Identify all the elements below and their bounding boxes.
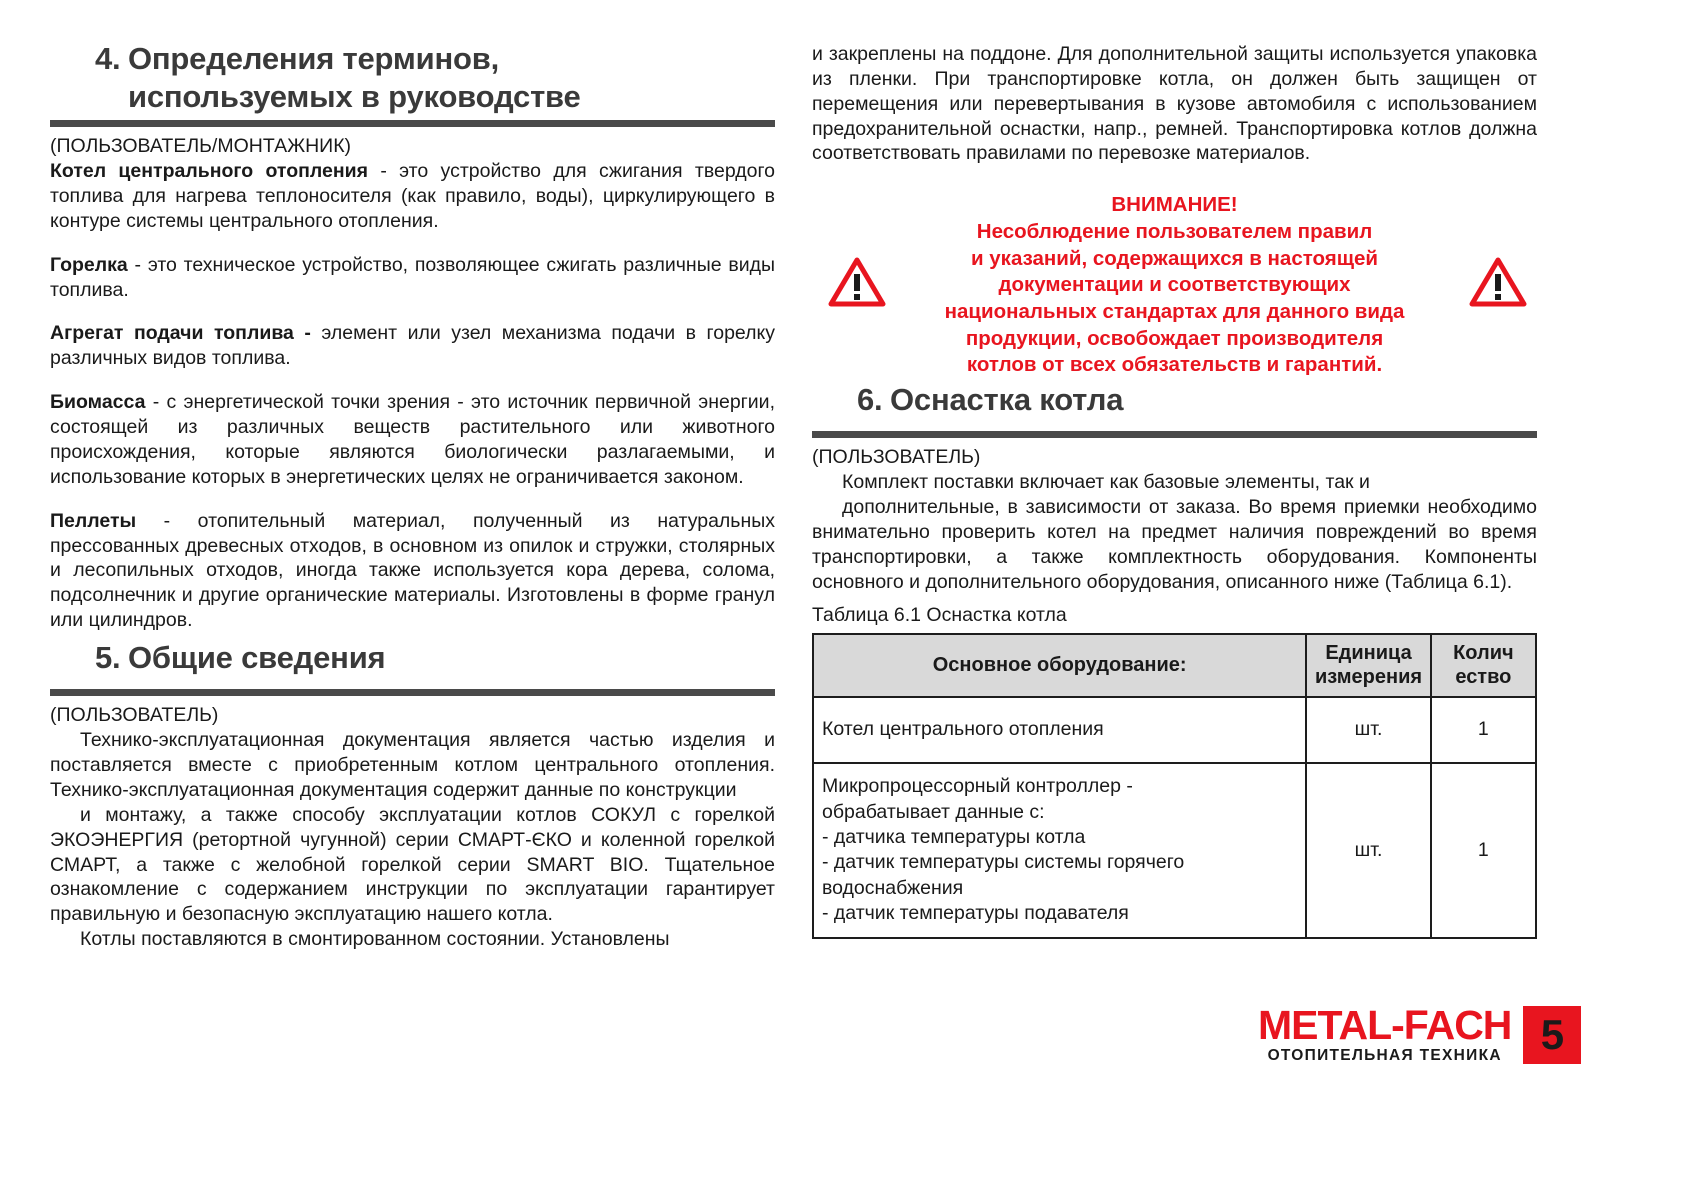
warning-line-5: продукции, освобождает производителя [965, 326, 1384, 350]
warning-line-6: котлов от всех обязательств и гарантий. [966, 353, 1383, 377]
warning-triangle-icon [1469, 256, 1527, 308]
section-5-paragraph-3: Котлы поставляются в смонтированном состоянии. Установлены [80, 928, 670, 951]
table-cell-qty: 1 [1431, 763, 1536, 938]
brand-logo-subtitle: ОТОПИТЕЛЬНАЯ ТЕХНИКА [1267, 1046, 1502, 1064]
definition-biomass [50, 390, 775, 489]
table-caption: Таблица 6.1 Оснастка котла [812, 604, 1067, 627]
section-5-paragraph-2: и монтажу, а также способу эксплуатации котлов СОКУЛ с горелкой ЭКОЭНЕРГИЯ (ретортной чугунной) серии СМАРТ-ЄКО и коленной горелкой СМАРТ, а также с желобной горелкой серии SMART BIO. Тщательное ознакомление с содержанием инструкции по эксплуатации гарантирует правильную и безопасную эксплуатацию нашего котла. [50, 803, 775, 926]
warning-line-3: документации и соответствующих [998, 273, 1351, 297]
table-cell-name-line: водоснабжения [822, 876, 964, 899]
definition-feeder [50, 321, 775, 371]
page-number-badge: 5 [1523, 1006, 1581, 1064]
section-6-heading [812, 381, 1537, 419]
definition-boiler [50, 159, 775, 234]
right-column [812, 0, 1537, 939]
definition-pellets [50, 509, 775, 633]
warning-triangle-icon [828, 256, 886, 308]
table-header-unit [1306, 634, 1430, 696]
section-6-rule [812, 431, 1537, 438]
definition-boiler-term: Котел центрального отопления [50, 160, 369, 183]
definition-feeder-text: элемент или узел механизма подачи в горелку различных видов топлива. [50, 322, 775, 370]
table-header-name: Основное оборудование: [813, 634, 1306, 696]
table-cell-name-line: - датчик температуры подавателя [822, 902, 1129, 925]
table-header-qty-line2: ество [1455, 665, 1512, 688]
definition-feeder-term: Агрегат подачи топлива - [50, 322, 311, 345]
section-5-paragraph-1: Технико-эксплуатационная документация является частью изделия и поставляется вместе с приобретенным котлом центрального отопления. Технико-эксплуатационная документация содержит данные по конструкции [50, 729, 775, 802]
definition-pellets-term: Пеллеты [50, 509, 137, 532]
table-header-qty-line1: Колич [1453, 642, 1514, 665]
transport-continuation-paragraph: и закреплены на поддоне. Для дополнительной защиты используется упаковка из пленки. При транспортировке котла, он должен быть защищен от перемещения или перевертывания в кузове автомобиля с использованием предохранительной оснастки, напр., ремней. Транспортировка котлов должна соответствовать правилами по перевозке материалов. [812, 43, 1537, 165]
table-cell-name-line: обрабатывает данные с: [822, 800, 1045, 823]
section-5-title: Общие сведения [128, 639, 386, 675]
table-cell-unit: шт. [1306, 697, 1430, 763]
section-6-title: Оснастка котла [890, 381, 1124, 417]
table-header-unit-line1: Единица [1325, 642, 1412, 665]
table-cell-name [813, 697, 1306, 763]
section-6-role-label: (ПОЛЬЗОВАТЕЛЬ) [812, 445, 981, 468]
table-cell-name-line: Котел центрального отопления [822, 718, 1104, 741]
section-4-rule [50, 120, 775, 127]
warning-title: ВНИМАНИЕ! [1111, 193, 1238, 217]
section-5-heading [50, 639, 775, 677]
warning-line-4: национальных стандартах для данного вида [944, 299, 1405, 323]
section-6-paragraph-1: Комплект поставки включает как базовые элементы, так и [842, 471, 1370, 494]
table-header-unit-line2: измерения [1315, 665, 1423, 688]
table-cell-name [813, 763, 1306, 938]
section-6-number: 6. [857, 381, 883, 417]
warning-line-1: Несоблюдение пользователем правил [976, 219, 1373, 243]
table-cell-name-line: - датчик температуры системы горячего [822, 851, 1185, 874]
section-5-rule [50, 689, 775, 696]
table-header-row [813, 634, 1536, 696]
definition-boiler-text: - это устройство для сжигания твердого топлива для нагрева теплоносителя (как правило, воды), циркулирующего в контуре системы центрального отопления. [50, 160, 775, 232]
table-row [813, 763, 1536, 938]
section-6-paragraph-2: дополнительные, в зависимости от заказа. Во время приемки необходимо внимательно проверить котел на предмет наличия повреждений во время транспортировки, а также комплектность оборудования. Компоненты основного и дополнительного оборудования, описанного ниже (Таблица 6.1). [812, 496, 1537, 593]
definition-biomass-text: - с энергетической точки зрения - это источник первичной энергии, состоящей из различных веществ растительного или животного происхождения, которые являются биологически разлагаемыми, и использование которых в энергетических целях не ограничивается законом. [50, 391, 775, 488]
warning-line-2: и указаний, содержащихся в настоящей [970, 246, 1379, 270]
table-row [813, 697, 1536, 763]
section-4-title-line1: Определения терминов, [128, 41, 500, 76]
section-4-heading [50, 40, 775, 116]
section-4-number: 4. [95, 41, 121, 76]
definition-burner-term: Горелка [50, 253, 128, 276]
table-cell-unit: шт. [1306, 763, 1430, 938]
page-footer [1258, 1002, 1581, 1065]
table-cell-qty: 1 [1431, 697, 1536, 763]
left-column [50, 0, 775, 952]
brand-logo-wordmark: METAL-FACH [1258, 1002, 1512, 1048]
section-4-title-line2: используемых в руководстве [128, 78, 581, 114]
warning-text [812, 192, 1537, 378]
definition-burner [50, 253, 775, 303]
definition-burner-text: - это техническое устройство, позволяющее сжигать различные виды топлива. [50, 253, 775, 301]
brand-logo [1258, 1002, 1512, 1065]
section-5-number: 5. [95, 639, 121, 675]
warning-block [812, 192, 1537, 378]
table-header-qty [1431, 634, 1536, 696]
section-4-role-label: (ПОЛЬЗОВАТЕЛЬ/МОНТАЖНИК) [50, 134, 352, 157]
definition-biomass-term: Биомасса [50, 391, 146, 414]
table-cell-name-line: Микропроцессорный контроллер - [822, 775, 1133, 798]
equipment-table [812, 633, 1537, 938]
table-cell-name-line: - датчика температуры котла [822, 825, 1086, 848]
section-5-role-label: (ПОЛЬЗОВАТЕЛЬ) [50, 703, 219, 726]
definition-pellets-text: - отопительный материал, полученный из натуральных прессованных древесных отходов, в основном из опилок и стружки, столярных и лесопильных отходов, иногда также используется кора дерева, солома, подсолнечник и другие органические материалы. Изготовлены в форме гранул или цилиндров. [50, 509, 775, 632]
